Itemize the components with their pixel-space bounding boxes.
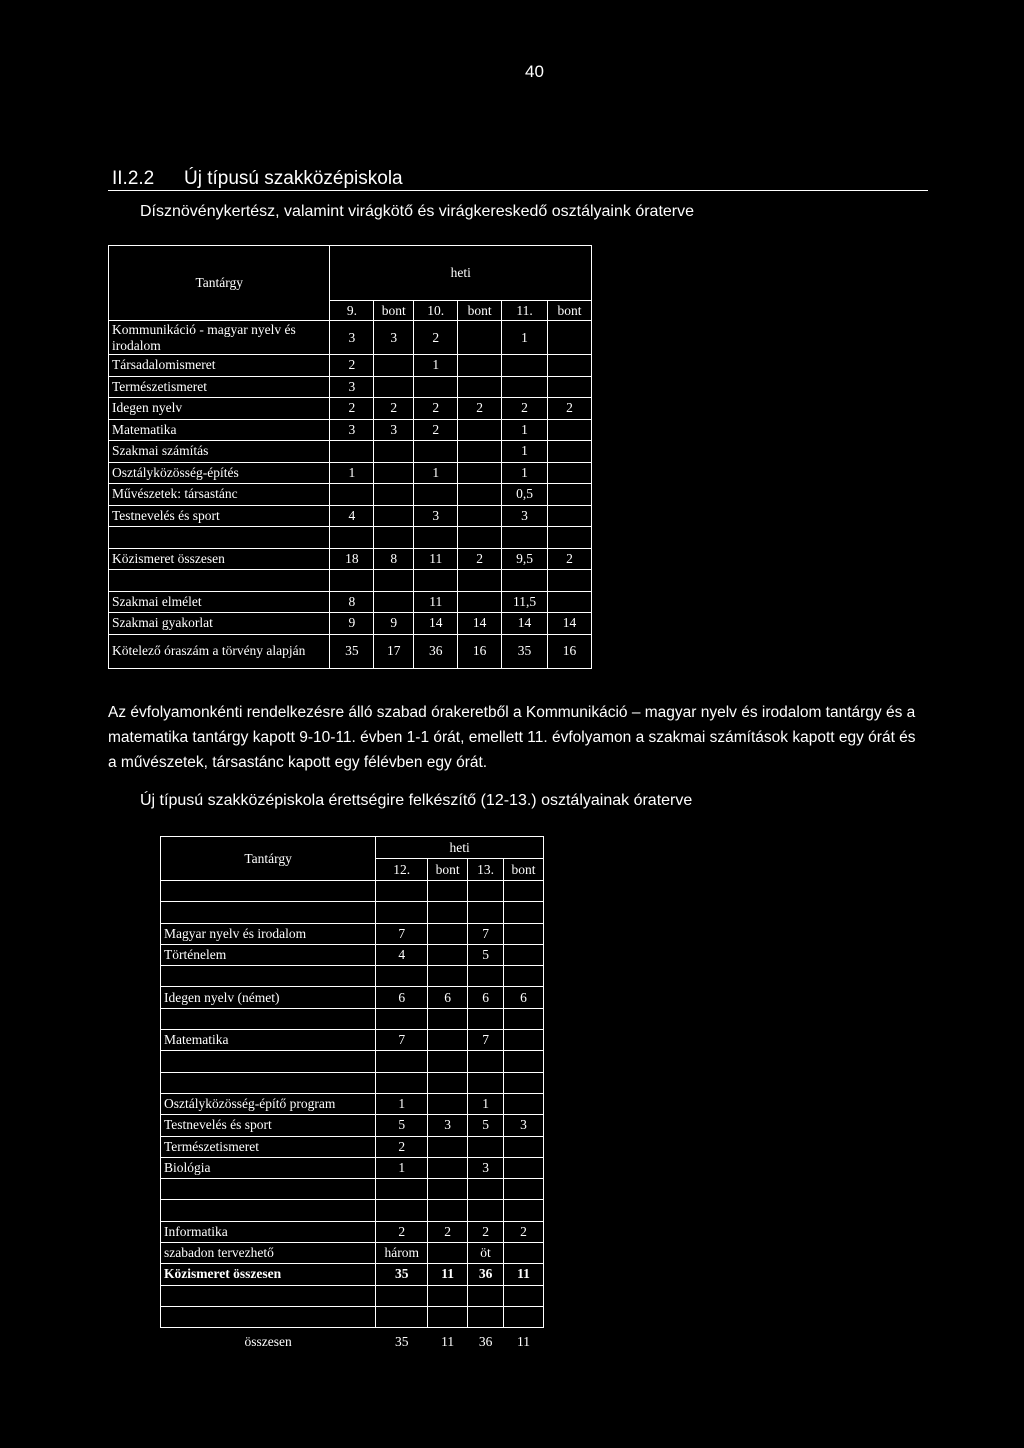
table1-value-cell [502,570,548,592]
table1-row [109,591,592,613]
table2-value-cell [376,1008,428,1029]
table2-value-cell: 2 [468,1221,504,1242]
table2-value-cell [504,1051,544,1072]
table2-value-cell [376,881,428,902]
table2-value-cell [428,1008,468,1029]
table2-value-cell [428,1072,468,1093]
table1-value-cell [458,321,502,355]
table1-value-cell: 2 [330,355,374,377]
table1-subject-cell: Szakmai elmélet [109,591,330,613]
table1-value-cell: 14 [502,613,548,635]
table2-row [161,1051,544,1072]
table2-row [161,902,544,923]
table1-value-cell [458,355,502,377]
table2-subject-cell [161,1179,376,1200]
table2-subject-cell: Történelem [161,944,376,965]
table2-value-cell [468,1008,504,1029]
table2-value-cell [428,966,468,987]
table2-row [161,966,544,987]
table2-value-cell [428,881,468,902]
table2-value-cell [504,1285,544,1306]
table2-row [161,1285,544,1306]
table2-subject-header: Tantárgy [161,837,376,881]
table1-value-cell [548,527,592,549]
table2-subject-cell [161,1285,376,1306]
table1-value-cell [548,591,592,613]
table1-value-cell [548,376,592,398]
table1-value-cell [374,570,414,592]
table1-row [109,527,592,549]
table2-value-cell: 5 [468,944,504,965]
table1-subject-cell: Közismeret összesen [109,548,330,570]
table1-value-cell [374,376,414,398]
table1-value-cell [458,484,502,506]
table2-value-cell [428,1157,468,1178]
table1-value-cell [374,484,414,506]
table2-row [161,987,544,1008]
table2-row [161,881,544,902]
table2-value-cell: 1 [376,1157,428,1178]
table1-value-cell [330,441,374,463]
table2-value-cell [504,1179,544,1200]
table1-value-cell: 35 [502,634,548,668]
table2-value-cell [376,1200,428,1221]
table1-value-cell: 3 [502,505,548,527]
table1-value-cell [458,441,502,463]
table2-value-cell [428,1030,468,1051]
table2-value-cell [504,1243,544,1264]
table1-value-cell: 1 [414,462,458,484]
table2-value-cell [428,1179,468,1200]
section-title: Új típusú szakközépiskola [184,168,403,189]
table1-value-cell: 1 [502,441,548,463]
curriculum-table-9-11 [108,245,592,669]
table1-value-cell [458,376,502,398]
table2-value-cell: 7 [468,1030,504,1051]
table2-row [161,1264,544,1285]
table1-value-cell [548,419,592,441]
table2-value-cell [504,966,544,987]
table2-value-cell: 6 [504,987,544,1008]
table1-subject-cell: Osztályközösség-építés [109,462,330,484]
table1-row [109,505,592,527]
table2-value-cell [428,1093,468,1114]
table2-row [161,1200,544,1221]
table1-value-cell: 3 [330,321,374,355]
table1-subject-cell: Idegen nyelv [109,398,330,420]
table2-value-cell [468,881,504,902]
table1-value-cell: 14 [458,613,502,635]
table1-value-cell: 36 [414,634,458,668]
table2-value-cell [428,1136,468,1157]
table1-subject-cell: Kommunikáció - magyar nyelv és irodalom [109,321,330,355]
table2-value-cell: 6 [376,987,428,1008]
table2-subject-cell [161,1306,376,1327]
table2-col-header: bont [504,859,544,881]
table2-value-cell [468,1051,504,1072]
table1-value-cell [502,355,548,377]
table1-value-cell [548,505,592,527]
table2-value-cell: 2 [504,1221,544,1242]
table2-value-cell: 3 [504,1115,544,1136]
table2-row [161,1136,544,1157]
table2-col-header: bont [428,859,468,881]
table2-total-label: összesen [244,1333,292,1349]
table1-value-cell [502,376,548,398]
table1-value-cell [414,570,458,592]
table1-row [109,376,592,398]
table2-subject-cell [161,1200,376,1221]
table1-value-cell [548,484,592,506]
table1-col-header: 9. [330,301,374,321]
table2-value-cell: 11 [428,1264,468,1285]
table2-value-cell [468,902,504,923]
table2-value-cell: 7 [468,923,504,944]
table1-value-cell: 14 [548,613,592,635]
curriculum-table-12-13 [160,836,544,1356]
table1-subject-cell: Matematika [109,419,330,441]
table2-value-cell [376,902,428,923]
table1-row [109,548,592,570]
table1-col-header: bont [458,301,502,321]
table2-value-cell [376,966,428,987]
table1-value-cell: 14 [414,613,458,635]
table1-row [109,570,592,592]
table2-value-cell: 7 [376,1030,428,1051]
table1-value-cell: 8 [374,548,414,570]
table2-weekly-header: heti [376,837,544,859]
table2-row [161,1243,544,1264]
table1-value-cell: 2 [414,321,458,355]
table2-value-cell [504,1200,544,1221]
table1-value-cell: 2 [458,548,502,570]
table2-value-cell: 11 [504,1264,544,1285]
table2-row [161,1221,544,1242]
table1-value-cell: 11 [414,548,458,570]
table1-value-cell: 2 [414,419,458,441]
table1-value-cell: 2 [502,398,548,420]
table1-value-cell [548,462,592,484]
table2-subject-cell: Idegen nyelv (német) [161,987,376,1008]
table2-value-cell: 3 [428,1115,468,1136]
table2-row [161,1030,544,1051]
table2-value-cell: 5 [376,1115,428,1136]
table1-value-cell: 3 [330,419,374,441]
table2-value-cell [504,1030,544,1051]
table1-value-cell [548,321,592,355]
table1-weekly-header: heti [330,246,592,301]
table1-value-cell [374,591,414,613]
section-divider [108,190,928,191]
table1-row [109,462,592,484]
table1-value-cell: 4 [330,505,374,527]
table2-value-cell [428,1285,468,1306]
table2-subject-cell [161,1051,376,1072]
table2-value-cell [376,1179,428,1200]
table1-value-cell [414,441,458,463]
table2-value-cell [504,1136,544,1157]
table1-value-cell: 1 [330,462,374,484]
table1-subject-cell: Testnevelés és sport [109,505,330,527]
table1-row [109,321,592,355]
table1-value-cell [414,484,458,506]
table1-subject-cell: Szakmai számítás [109,441,330,463]
table2-subject-cell [161,1072,376,1093]
table1-subject-cell [109,570,330,592]
table1-value-cell: 2 [414,398,458,420]
table1-value-cell: 8 [330,591,374,613]
table2-total-value: 11 [441,1333,455,1349]
table2-value-cell [468,1306,504,1327]
table2-row [161,1008,544,1029]
table2-subject-cell: Magyar nyelv és irodalom [161,923,376,944]
table2-subject-cell: Osztályközösség-építő program [161,1093,376,1114]
table1-row [109,634,592,668]
table2-subject-cell: Biológia [161,1157,376,1178]
table1-row [109,613,592,635]
table2-row [161,1157,544,1178]
table2-value-cell [504,1157,544,1178]
table2-value-cell [504,1008,544,1029]
table1-value-cell [330,527,374,549]
table2-total-value: 11 [517,1333,530,1349]
table2-value-cell: öt [468,1243,504,1264]
table1-value-cell: 9 [330,613,374,635]
table1-value-cell [548,355,592,377]
table1-value-cell [458,527,502,549]
table2-value-cell: 2 [376,1221,428,1242]
table1-col-header: bont [374,301,414,321]
table2-value-cell [376,1285,428,1306]
table2-value-cell [468,1072,504,1093]
table2-value-cell [376,1072,428,1093]
table1-row [109,441,592,463]
table2-row [161,1072,544,1093]
table2-total-value: 36 [478,1333,493,1349]
table2-row [161,1179,544,1200]
page-number: 40 [525,62,544,81]
table2-row [161,944,544,965]
table2-value-cell [504,1072,544,1093]
table1-value-cell: 3 [330,376,374,398]
table2-value-cell [376,1306,428,1327]
table2-row [161,1115,544,1136]
table1-subject-cell: Természetismeret [109,376,330,398]
table2-value-cell: 35 [376,1264,428,1285]
table1-subject-cell: Kötelező óraszám a törvény alapján [109,634,330,668]
table1-value-cell [374,462,414,484]
table1-value-cell: 2 [548,548,592,570]
table1-col-header: 11. [502,301,548,321]
table1-value-cell [548,441,592,463]
table2-row [161,1306,544,1327]
table1-value-cell: 9,5 [502,548,548,570]
table2-value-cell [428,944,468,965]
table1-value-cell: 2 [374,398,414,420]
table1-value-cell [458,505,502,527]
table2-col-header: 13. [468,859,504,881]
section-number: II.2.2 [112,168,155,189]
table1-value-cell [374,505,414,527]
table1-value-cell: 3 [414,505,458,527]
table2-value-cell [468,966,504,987]
table1-value-cell [330,570,374,592]
table2-value-cell [468,1200,504,1221]
table2-subject-cell [161,966,376,987]
table1-value-cell: 1 [502,419,548,441]
table2-value-cell: 2 [428,1221,468,1242]
table1-row [109,398,592,420]
table1-value-cell [458,570,502,592]
table2-total-row [161,1328,544,1356]
table1-value-cell [414,527,458,549]
table2-value-cell [504,923,544,944]
table2-value-cell [468,1179,504,1200]
table1-col-header: 10. [414,301,458,321]
table1-value-cell: 16 [548,634,592,668]
table2-total-value: 35 [394,1333,409,1349]
table1-value-cell [330,484,374,506]
table2-value-cell [504,1093,544,1114]
table1-value-cell [414,376,458,398]
table1-value-cell: 2 [548,398,592,420]
table1-value-cell: 16 [458,634,502,668]
table2-value-cell: 7 [376,923,428,944]
table2-value-cell [428,1051,468,1072]
table1-value-cell: 35 [330,634,374,668]
table2-subject-cell: szabadon tervezhető [161,1243,376,1264]
table1-subject-cell: Szakmai gyakorlat [109,613,330,635]
table2-value-cell: 2 [376,1136,428,1157]
table1-value-cell [458,462,502,484]
table2-subject-cell [161,1008,376,1029]
table2-value-cell [428,1200,468,1221]
table2-subject-cell: Természetismeret [161,1136,376,1157]
table2-value-cell [504,944,544,965]
table1-row [109,484,592,506]
table2-value-cell: 6 [468,987,504,1008]
table2-value-cell [468,1285,504,1306]
table1-value-cell: 11,5 [502,591,548,613]
table2-value-cell [428,923,468,944]
table1-value-cell: 1 [502,321,548,355]
table2-value-cell [428,902,468,923]
table1-value-cell [374,441,414,463]
table2-value-cell: 5 [468,1115,504,1136]
table2-row [161,923,544,944]
table1-value-cell: 18 [330,548,374,570]
table1-value-cell [458,419,502,441]
table1-subject-cell: Társadalomismeret [109,355,330,377]
table2-subject-cell: Matematika [161,1030,376,1051]
table2-subject-cell [161,881,376,902]
table1-value-cell: 11 [414,591,458,613]
table1-row [109,419,592,441]
table2-col-header: 12. [376,859,428,881]
table1-value-cell: 1 [414,355,458,377]
table1-caption: Dísznövénykertész, valamint virágkötő és virágkereskedő osztályaink óraterve [140,203,695,220]
table2-subject-cell: Közismeret összesen [161,1264,376,1285]
table2-value-cell: 36 [468,1264,504,1285]
table1-value-cell: 17 [374,634,414,668]
table2-value-cell: 3 [468,1157,504,1178]
explanation-paragraph: Az évfolyamonkénti rendelkezésre álló szabad órakeretből a Kommunikáció – magyar nyelv és irodalom tantárgy és a matematika tantárgy kapott 9-10-11. évben 1-1 órát, emellett 11. évfolyamon a szakmai számítások kapott egy órát és a művészetek, társastánc kapott egy félévben egy órát. [108,704,916,771]
table2-value-cell: 1 [468,1093,504,1114]
table1-subject-cell: Művészetek: társastánc [109,484,330,506]
table2-subject-cell: Informatika [161,1221,376,1242]
table2-caption: Új típusú szakközépiskola érettségire felkészítő (12-13.) osztályainak óraterve [140,792,693,809]
table2-value-cell [428,1306,468,1327]
table1-value-cell [458,591,502,613]
table1-row [109,355,592,377]
table2-subject-cell: Testnevelés és sport [161,1115,376,1136]
table1-value-cell: 3 [374,321,414,355]
table2-row [161,1093,544,1114]
table1-value-cell: 2 [458,398,502,420]
table1-value-cell [548,570,592,592]
table2-value-cell [504,881,544,902]
table1-value-cell: 1 [502,462,548,484]
table1-value-cell: 0,5 [502,484,548,506]
table1-subject-cell [109,527,330,549]
table2-value-cell: három [376,1243,428,1264]
table2-value-cell [376,1051,428,1072]
table2-value-cell: 6 [428,987,468,1008]
table2-value-cell: 1 [376,1093,428,1114]
table2-value-cell [468,1136,504,1157]
table1-value-cell: 2 [330,398,374,420]
table1-value-cell [502,527,548,549]
table2-value-cell [504,902,544,923]
table1-col-header: bont [548,301,592,321]
table1-value-cell [374,527,414,549]
table1-value-cell [374,355,414,377]
table1-value-cell: 9 [374,613,414,635]
table2-value-cell [428,1243,468,1264]
table2-value-cell: 4 [376,944,428,965]
table1-value-cell: 3 [374,419,414,441]
table2-value-cell [504,1306,544,1327]
table2-subject-cell [161,902,376,923]
table1-subject-header: Tantárgy [109,246,330,321]
